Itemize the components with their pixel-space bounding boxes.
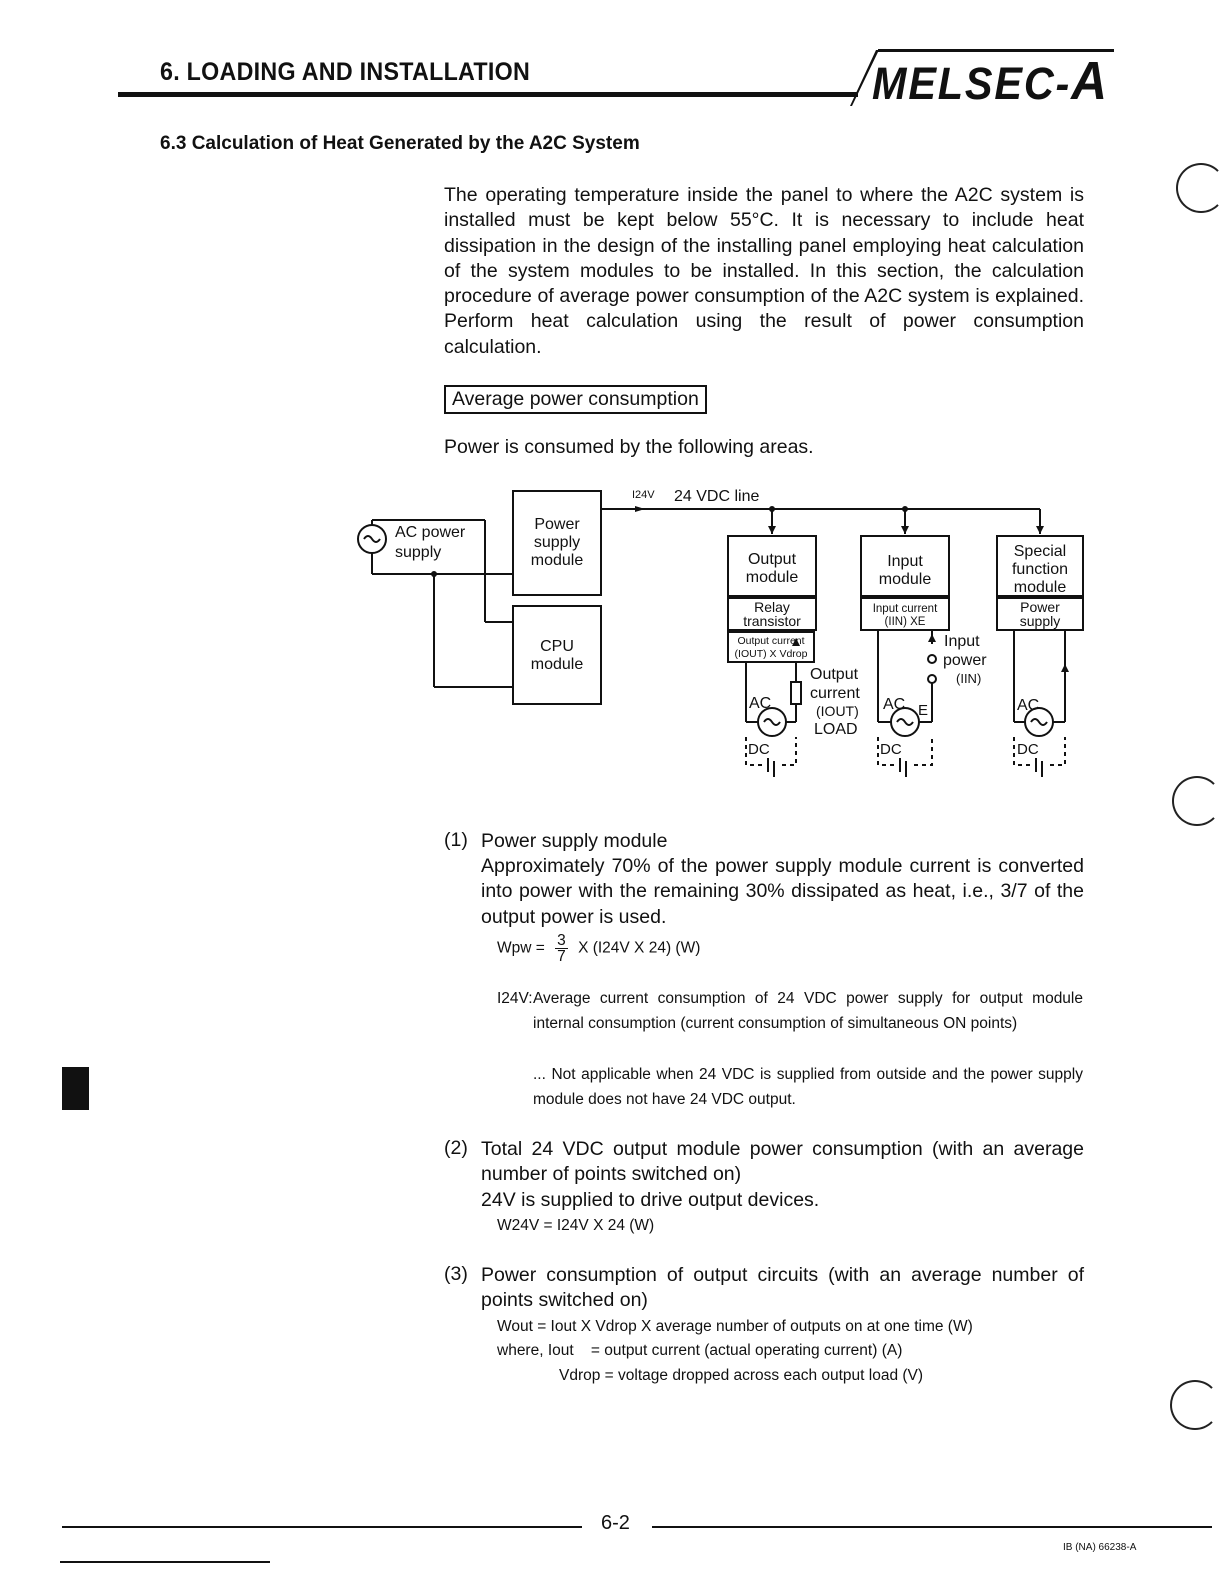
svg-text:transistor: transistor — [743, 613, 801, 629]
item-number: (1) — [444, 829, 468, 851]
page-number: 6-2 — [601, 1512, 630, 1534]
power-consumption-diagram — [350, 482, 1100, 792]
svg-text:Input: Input — [944, 633, 980, 650]
svg-text:Output current: Output current — [737, 635, 805, 647]
formula-wout: Wout = Iout X Vdrop X average number of outputs on at one time (W) — [497, 1318, 973, 1335]
binding-hole-mark — [1176, 163, 1224, 213]
svg-text:DC: DC — [1017, 741, 1039, 758]
svg-text:AC: AC — [749, 695, 772, 712]
bottom-rule — [60, 1561, 270, 1563]
svg-text:CPU: CPU — [540, 638, 574, 655]
svg-text:LOAD: LOAD — [814, 721, 858, 738]
svg-text:DC: DC — [880, 741, 902, 758]
footer-rule-left — [62, 1526, 582, 1528]
note-term: I24V: — [497, 990, 533, 1007]
binding-hole-mark — [1170, 1380, 1220, 1430]
intro-paragraph: The operating temperature inside the panel to where the A2C system is installed must be kept below 55°C. It is necessary to include heat dissipation in the design of the installing panel employing heat calculation of the system modules to be installed. In this section, the calculation procedure of average power consumption of the A2C system is explained. Perform heat calculation using the result of power consumption calculation. — [444, 184, 1084, 358]
svg-text:AC: AC — [883, 696, 906, 713]
item-title: Power supply module — [481, 830, 668, 852]
note-sub: ... Not applicable when 24 VDC is supplied from outside and the power supply module does not have 24 VDC output. — [533, 1066, 1083, 1108]
item-number: (3) — [444, 1263, 468, 1285]
section-heading: 6.3 Calculation of Heat Generated by the A2C System — [160, 133, 640, 154]
svg-text:module: module — [878, 571, 932, 588]
svg-text:Special: Special — [1013, 543, 1067, 560]
svg-text:AC power: AC power — [395, 524, 466, 541]
footer-rule-right — [652, 1526, 1212, 1528]
item-body: Approximately 70% of the power supply module current is converted into power with the remaining 30% dissipated as heat, i.e., 3/7 of the output power is used. — [481, 855, 1084, 928]
svg-text:Power: Power — [534, 516, 580, 533]
formula-w24v: W24V = I24V X 24 (W) — [497, 1217, 655, 1234]
svg-text:(IIN): (IIN) — [956, 671, 982, 686]
svg-text:DC: DC — [748, 741, 770, 758]
svg-text:Input: Input — [887, 553, 923, 570]
note-text: Average current consumption of 24 VDC power supply for output module internal consumption (current consumption of simultaneous ON points) — [533, 990, 1083, 1032]
svg-text:Power: Power — [1020, 599, 1060, 615]
binding-hole-mark — [1172, 776, 1222, 826]
svg-text:Relay: Relay — [754, 599, 790, 615]
chapter-tab-mark — [62, 1067, 89, 1110]
item-title: Total 24 VDC output module power consumption (with an average number of points switched on) — [481, 1138, 1084, 1186]
svg-text:module: module — [530, 552, 584, 569]
line-label: 24 VDC line — [674, 488, 760, 505]
box-title: Average power consumption — [444, 385, 707, 414]
svg-text:current: current — [810, 685, 860, 702]
svg-text:Output: Output — [747, 551, 797, 568]
svg-text:(IOUT) X Vdrop: (IOUT) X Vdrop — [734, 648, 808, 660]
chapter-title: 6. LOADING AND INSTALLATION — [160, 58, 531, 86]
document-code: IB (NA) 66238-A — [1063, 1542, 1137, 1553]
svg-text:Input current: Input current — [872, 603, 938, 615]
item-number: (2) — [444, 1137, 468, 1159]
svg-text:function: function — [1011, 561, 1069, 578]
item-body: 24V is supplied to drive output devices. — [481, 1189, 820, 1211]
header-rule — [118, 92, 858, 97]
svg-text:power: power — [943, 652, 987, 669]
brand-name: MELSEC-A — [872, 51, 1109, 111]
line-current-label: I24V — [632, 489, 655, 501]
svg-text:(IIN) XE: (IIN) XE — [884, 616, 926, 628]
svg-text:supply: supply — [395, 544, 442, 561]
formula-wpw: Wpw = $\frac{3}{7}$ X (I24V X 24) (W) — [497, 932, 701, 965]
item-title: Power consumption of output circuits (with an average number of points switched on) — [481, 1264, 1084, 1312]
svg-text:E: E — [918, 702, 929, 719]
svg-text:supply: supply — [1019, 613, 1061, 629]
svg-text:supply: supply — [533, 534, 581, 551]
where-vdrop: Vdrop = voltage dropped across each output load (V) — [559, 1367, 924, 1384]
svg-text:module: module — [530, 656, 584, 673]
where-iout: where, Iout = output current (actual operating current) (A) — [497, 1342, 903, 1359]
svg-text:AC: AC — [1017, 697, 1040, 714]
cpu-box — [513, 606, 601, 704]
svg-text:module: module — [1013, 579, 1067, 596]
svg-text:Output: Output — [810, 666, 859, 683]
areas-intro: Power is consumed by the following areas. — [444, 436, 814, 458]
svg-text:module: module — [745, 569, 799, 586]
svg-text:(IOUT): (IOUT) — [816, 703, 859, 719]
